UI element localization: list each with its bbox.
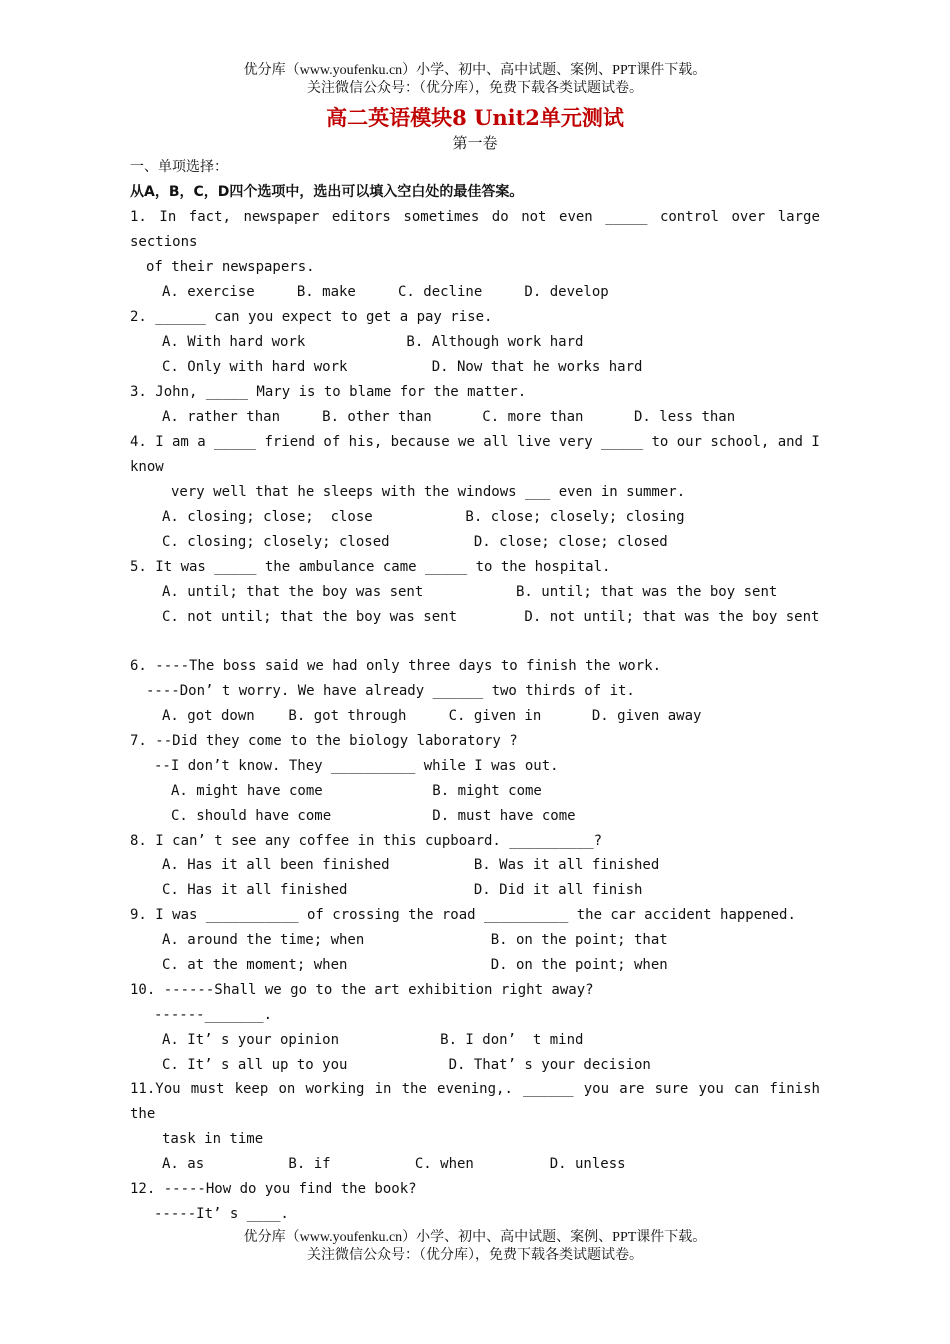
page-header-line-2: 关注微信公众号：（优分库），免费下载各类试题试卷。 (307, 81, 643, 96)
question-8-options-2: C. Has it all finished D. Did it all finish (162, 882, 643, 898)
question-5: 5. It was _____ the ambulance came _____ to the hospital. (130, 559, 611, 575)
question-11-wrap: the (130, 1106, 156, 1122)
question-3: 3. John, _____ Mary is to blame for the matter. (130, 384, 527, 400)
question-7-options-2: C. should have come D. must have come (171, 808, 576, 824)
question-4-wrap: know (130, 459, 164, 475)
question-2: 2. ______ can you expect to get a pay rise. (130, 309, 493, 325)
question-1-cont: of their newspapers. (146, 259, 315, 275)
question-10-reply: ------_______. (154, 1007, 273, 1023)
question-5-options-1: A. until; that the boy was sent B. until; that was the boy sent (162, 584, 778, 600)
question-12-reply: -----It’ s ____. (154, 1206, 289, 1222)
question-5-options-2: C. not until; that the boy was sent D. not until; that was the boy sent (162, 609, 820, 625)
question-2-options-1: A. With hard work B. Although work hard (162, 334, 584, 350)
section-heading: 一、单项选择： (130, 159, 228, 175)
question-1-options: A. exercise B. make C. decline D. develop (162, 284, 609, 300)
question-6-reply: ----Don’ t worry. We have already ______ two thirds of it. (146, 683, 635, 699)
question-7-options-1: A. might have come B. might come (171, 783, 542, 799)
page-footer-line-2: 关注微信公众号：（优分库），免费下载各类试题试卷。 (307, 1248, 643, 1263)
document-subtitle: 第一卷 (452, 134, 498, 152)
question-7-reply: --I don’t know. They __________ while I was out. (154, 758, 559, 774)
question-11-line: 11.You must keep on working in the evening,. ______ you are sure you can finish (130, 1081, 820, 1097)
question-7: 7. --Did they come to the biology laboratory ? (130, 733, 518, 749)
question-2-options-2: C. Only with hard work D. Now that he works hard (162, 359, 643, 375)
question-8: 8. I can’ t see any coffee in this cupboard. __________? (130, 833, 603, 849)
question-10-options-1: A. It’ s your opinion B. I don’ t mind (162, 1032, 584, 1048)
instruction: 从A，B，C，D四个选项中，选出可以填入空白处的最佳答案。 (130, 184, 524, 200)
question-4-cont: very well that he sleeps with the windows ___ even in summer. (171, 484, 686, 500)
question-6-options: A. got down B. got through C. given in D. given away (162, 708, 702, 724)
question-6: 6. ----The boss said we had only three days to finish the work. (130, 658, 662, 674)
question-11-cont: task in time (162, 1131, 264, 1147)
question-4-options-1: A. closing; close; close B. close; closely; closing (162, 509, 685, 525)
page-header-line-1: 优分库（www.youfenku.cn）小学、初中、高中试题、案例、PPT课件下载。 (243, 63, 707, 78)
question-11-options: A. as B. if C. when D. unless (162, 1156, 626, 1172)
document-title: 高二英语模块8 Unit2单元测试 (326, 105, 624, 130)
question-1-line: 1. In fact, newspaper editors sometimes do not even _____ control over large (130, 209, 820, 225)
question-9: 9. I was ___________ of crossing the road __________ the car accident happened. (130, 907, 796, 923)
question-9-options-1: A. around the time; when B. on the point; that (162, 932, 668, 948)
question-12: 12. -----How do you find the book? (130, 1181, 417, 1197)
question-1-wrap: sections (130, 234, 198, 250)
question-8-options-1: A. Has it all been finished B. Was it all finished (162, 857, 660, 873)
question-9-options-2: C. at the moment; when D. on the point; when (162, 957, 668, 973)
question-10-options-2: C. It’ s all up to you D. That’ s your decision (162, 1057, 651, 1073)
question-10: 10. ------Shall we go to the art exhibition right away? (130, 982, 594, 998)
question-4-options-2: C. closing; closely; closed D. close; close; closed (162, 534, 668, 550)
question-4-line: 4. I am a _____ friend of his, because we all live very _____ to our school, and I (130, 434, 820, 450)
page-footer-line-1: 优分库（www.youfenku.cn）小学、初中、高中试题、案例、PPT课件下载。 (243, 1230, 707, 1245)
question-3-options: A. rather than B. other than C. more than D. less than (162, 409, 736, 425)
